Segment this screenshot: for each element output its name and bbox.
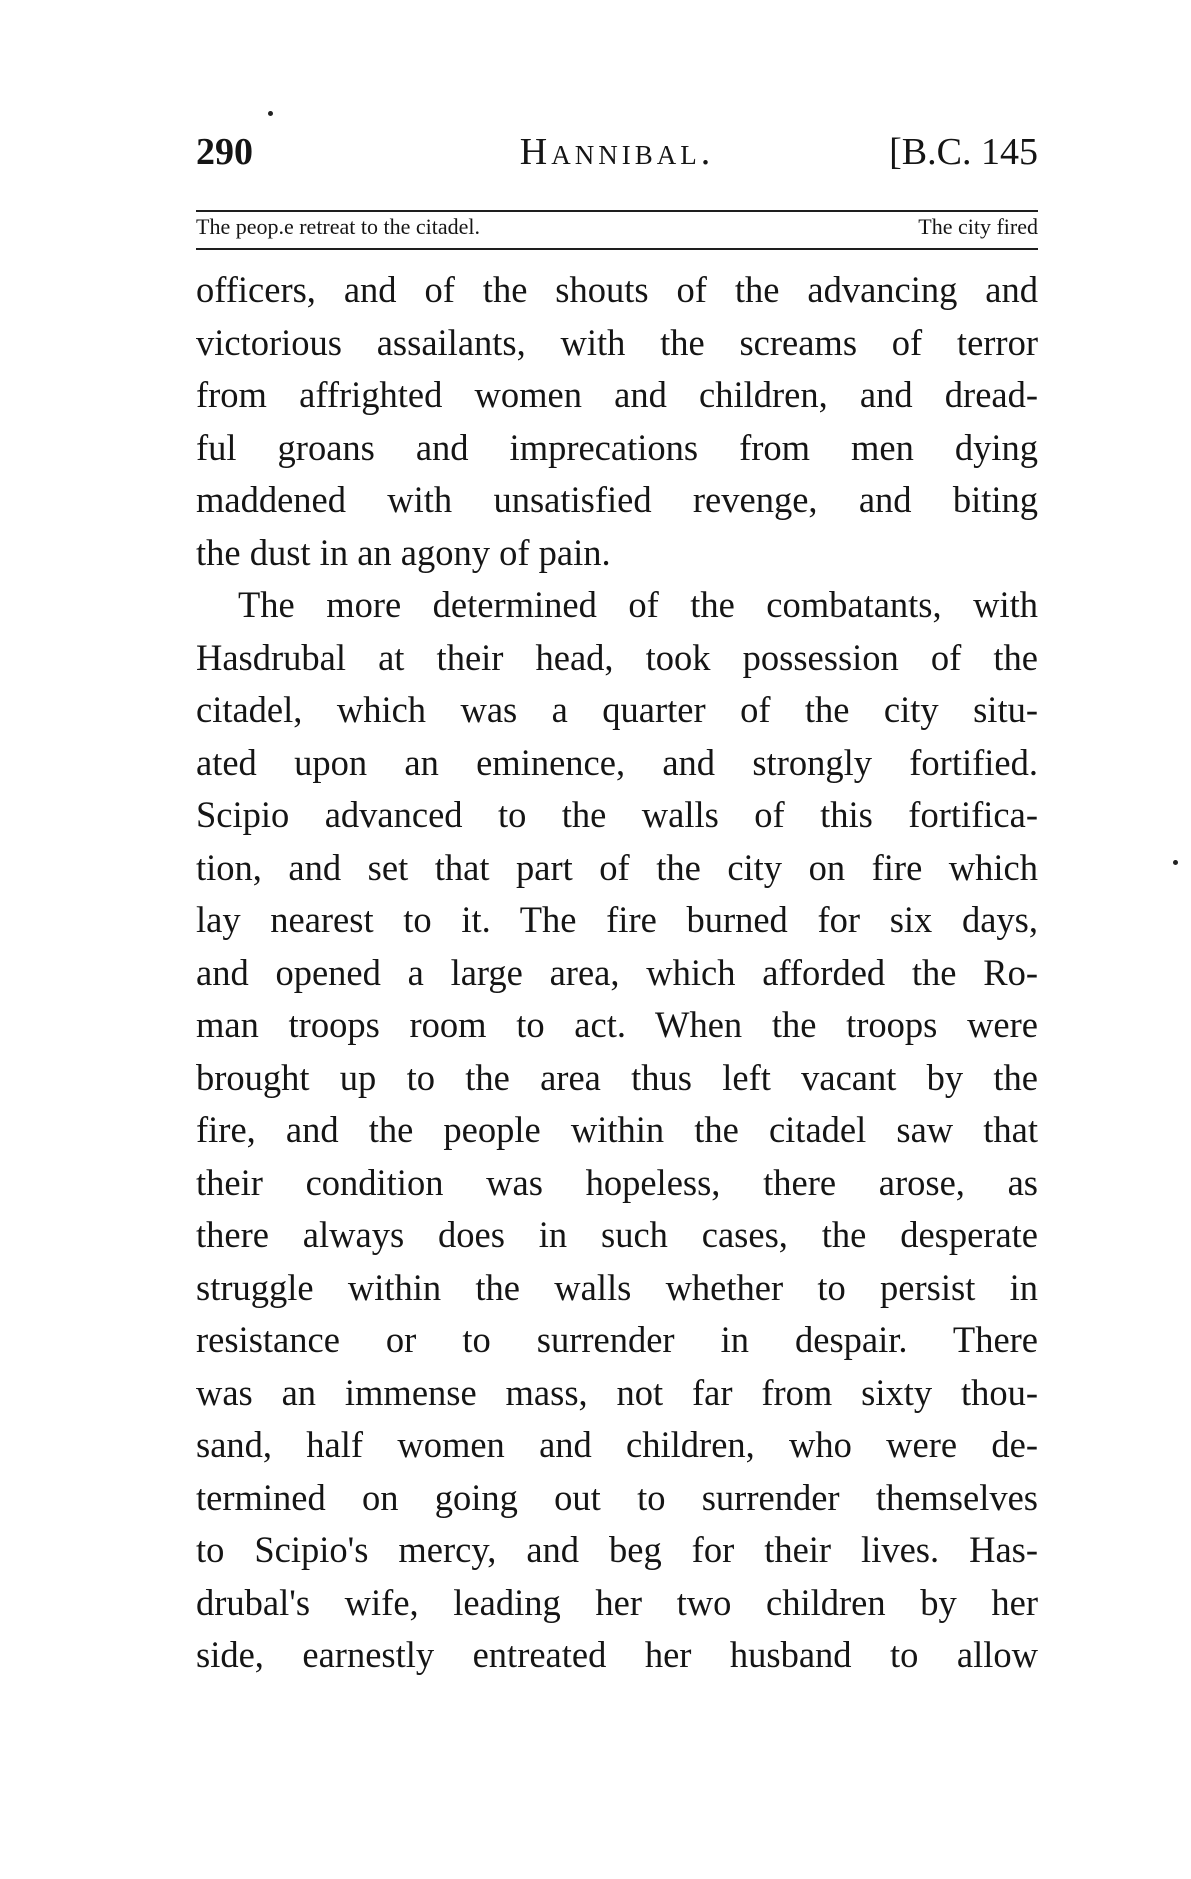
sidenote-rule — [196, 248, 1038, 250]
paragraph-end-line: the dust in an agony of pain. — [196, 531, 611, 573]
text-line: brought up to the area thus left vacant by the — [196, 1056, 1038, 1098]
text-line: there always does in such cases, the desperate — [196, 1214, 1038, 1255]
text-line: lay nearest to it. The fire burned for six days, — [196, 899, 1038, 940]
text-line: tion, and set that part of the city on fire which — [196, 846, 1038, 888]
text-line: struggle within the walls whether to persist in — [196, 1266, 1038, 1308]
text-line: to Scipio's mercy, and beg for their lives. Has- — [196, 1529, 1038, 1570]
text-line: termined on going out to surrender themselves — [196, 1476, 1038, 1518]
text-line: their condition was hopeless, there arose, as — [196, 1161, 1038, 1203]
text-line: officers, and of the shouts of the advancing and — [196, 269, 1038, 310]
text-line: side, earnestly entreated her husband to allow — [196, 1634, 1038, 1675]
book-page-content — [196, 120, 1038, 1682]
text-line: ful groans and imprecations from men dying — [196, 426, 1038, 468]
paragraph-start-line: The more determined of the combatants, with — [238, 584, 1038, 625]
running-head — [196, 120, 1038, 184]
text-line: maddened with unsatisfied revenge, and biting — [196, 479, 1038, 520]
right-sidenote: The city fired — [918, 214, 1038, 239]
text-line: victorious assailants, with the screams of terror — [196, 321, 1038, 363]
text-line: man troops room to act. When the troops were — [196, 1004, 1038, 1045]
body-text — [196, 264, 1038, 1682]
text-line: resistance or to surrender in despair. There — [196, 1319, 1038, 1360]
text-line: ated upon an eminence, and strongly fortified. — [196, 741, 1038, 783]
book-title: Hannibal. — [519, 131, 715, 173]
text-line: Scipio advanced to the walls of this fortifica- — [196, 794, 1038, 835]
text-line: and opened a large area, which afforded the Ro- — [196, 951, 1038, 993]
text-line: drubal's wife, leading her two children by her — [196, 1581, 1038, 1623]
text-line: was an immense mass, not far from sixty thou- — [196, 1371, 1038, 1413]
text-line: from affrighted women and children, and dread- — [196, 374, 1038, 415]
scan-speck — [1173, 860, 1178, 865]
scan-speck — [268, 111, 273, 116]
text-line: fire, and the people within the citadel saw that — [196, 1109, 1038, 1150]
text-line: Hasdrubal at their head, took possession of the — [196, 636, 1038, 678]
left-sidenote: The peop.e retreat to the citadel. — [196, 214, 481, 239]
date-reference: [B.C. 145 — [889, 131, 1038, 173]
marginal-notes — [196, 210, 1038, 244]
page-number: 290 — [196, 131, 253, 173]
text-line: citadel, which was a quarter of the city situ- — [196, 689, 1038, 730]
text-line: sand, half women and children, who were de- — [196, 1424, 1038, 1465]
